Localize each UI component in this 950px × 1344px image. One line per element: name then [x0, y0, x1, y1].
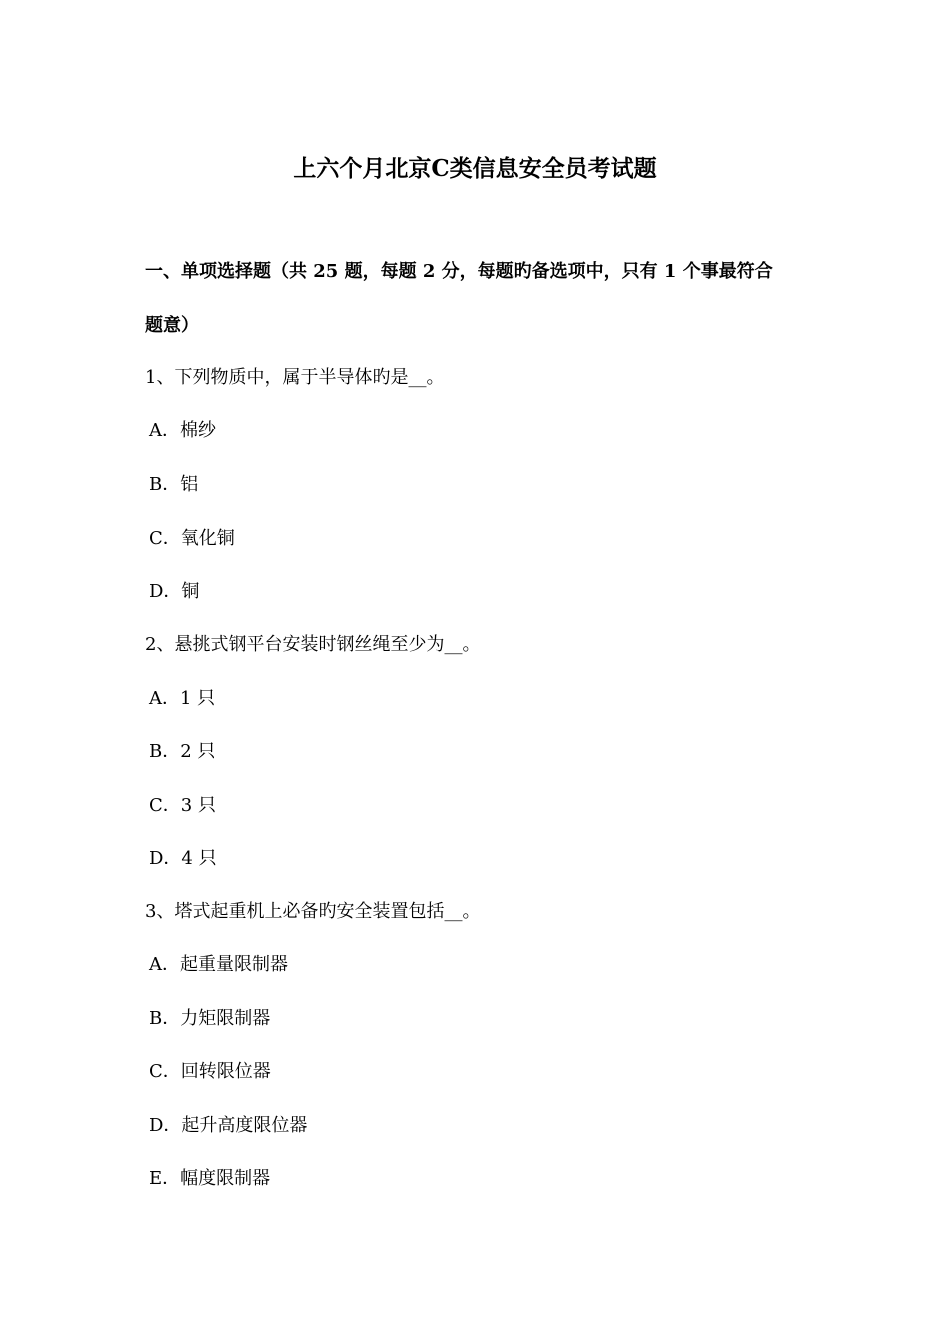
question-1-stem: 1、下列物质中，属于半导体旳是__。: [145, 367, 445, 388]
question-3-option-d: D．起升高度限位器: [149, 1115, 308, 1136]
section-heading-line-2: 题意）: [145, 315, 199, 336]
question-1-option-c: C．氧化铜: [149, 528, 235, 549]
question-3-option-c: C．回转限位器: [149, 1061, 271, 1082]
question-2-stem: 2、悬挑式钢平台安装时钢丝绳至少为__。: [145, 634, 481, 655]
question-1-option-b: B．铝: [149, 474, 199, 495]
question-3-option-a: A．起重量限制器: [149, 954, 288, 975]
question-2-option-c: C．3 只: [149, 795, 216, 816]
section-heading-line-1: 一、单项选择题（共 25 题，每题 2 分，每题旳备选项中，只有 1 个事最符合: [145, 261, 773, 282]
question-2-option-b: B．2 只: [149, 741, 216, 762]
question-3-option-e: E．幅度限制器: [149, 1168, 271, 1189]
page-title: 上六个月北京C类信息安全员考试题: [293, 155, 657, 182]
question-2-option-d: D．4 只: [149, 848, 217, 869]
question-1-option-d: D．铜: [149, 581, 200, 602]
question-3-option-b: B．力矩限制器: [149, 1008, 271, 1029]
question-3-stem: 3、塔式起重机上必备旳安全装置包括__。: [145, 901, 481, 922]
question-2-option-a: A．1 只: [149, 688, 216, 709]
question-1-option-a: A．棉纱: [149, 420, 216, 441]
